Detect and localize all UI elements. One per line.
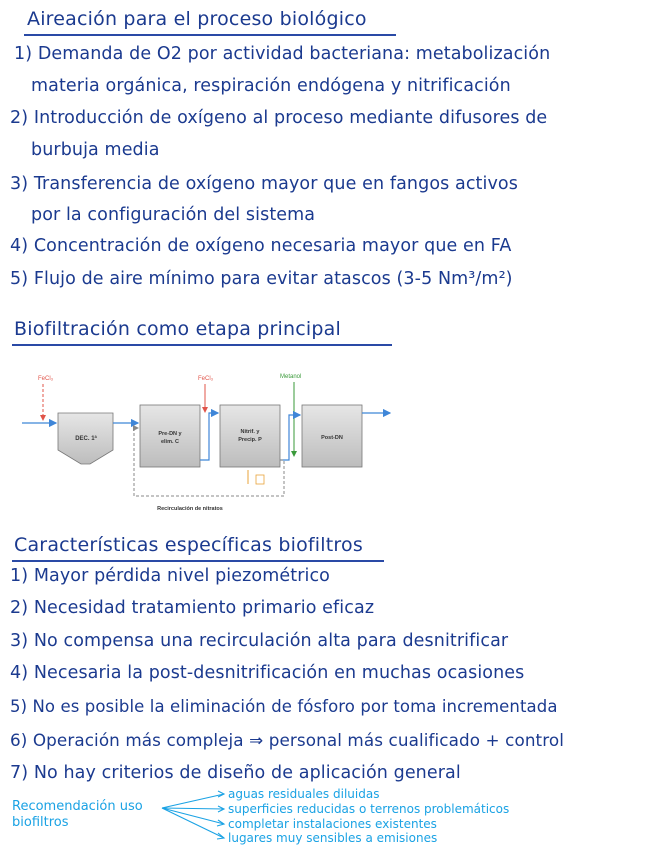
characteristic-3: 3) No compensa una recirculación alta para desnitrificar: [10, 631, 509, 651]
tank-3-label-2: Precip. P: [238, 437, 262, 443]
air-icon: [256, 475, 264, 484]
recommendation-item-1: aguas residuales diluidas: [228, 787, 380, 801]
aeration-item-1: 1) Demanda de O2 por actividad bacteriana: metabolización: [14, 44, 551, 64]
recirculation-label: Recirculación de nitratos: [157, 506, 223, 512]
characteristic-7: 7) No hay criterios de diseño de aplicación general: [10, 763, 461, 783]
tank-4-label: Post-DN: [321, 435, 343, 441]
reagent-label-2: FeCl₃: [198, 376, 214, 382]
aeration-item-2-cont: burbuja media: [31, 140, 160, 160]
tank-3-label-1: Nitrif. y: [240, 429, 260, 435]
characteristic-4: 4) Necesaria la post-desnitrificación en muchas ocasiones: [10, 663, 525, 683]
characteristic-6: 6) Operación más compleja ⇒ personal más cualificado + control: [10, 730, 564, 750]
process-diagram: [18, 360, 418, 520]
recommendation-label-2: biofiltros: [12, 815, 69, 830]
title-underline: [12, 344, 392, 346]
characteristic-5: 5) No es posible la eliminación de fósforo por toma incrementada: [10, 697, 558, 716]
tank-1-label: DEC. 1ª: [75, 436, 97, 442]
tank-nitrification: [220, 405, 280, 467]
reagent-label-methanol: Metanol: [280, 374, 302, 380]
title-underline: [24, 34, 396, 36]
section-title-biofiltration: Biofiltración como etapa principal: [14, 318, 341, 340]
aeration-item-3-cont: por la configuración del sistema: [31, 205, 316, 225]
recommendation-item-4: lugares muy sensibles a emisiones: [228, 831, 438, 845]
tank-2-label-1: Pre-DN y: [158, 431, 182, 437]
flow-arrow: [200, 413, 218, 460]
characteristic-1: 1) Mayor pérdida nivel piezométrico: [10, 566, 330, 586]
recommendation-label-1: Recomendación uso: [12, 799, 143, 814]
reagent-label-1: FeCl₃: [38, 376, 54, 382]
aeration-item-2: 2) Introducción de oxígeno al proceso mediante difusores de: [10, 108, 548, 128]
characteristic-2: 2) Necesidad tratamiento primario eficaz: [10, 598, 375, 618]
section-title-characteristics: Características específicas biofiltros: [14, 534, 363, 556]
tank-2-label-2: elim. C: [160, 439, 180, 445]
aeration-item-1-cont: materia orgánica, respiración endógena y nitrificación: [31, 76, 511, 96]
recommendation-item-2: superficies reducidas o terrenos problemáticos: [228, 802, 510, 816]
aeration-item-4: 4) Concentración de oxígeno necesaria mayor que en FA: [10, 236, 512, 256]
recommendation-item-3: completar instalaciones existentes: [228, 817, 437, 831]
flow-arrow: [280, 415, 300, 460]
title-underline: [12, 560, 384, 562]
section-title-aeration: Aireación para el proceso biológico: [27, 8, 367, 30]
aeration-item-3: 3) Transferencia de oxígeno mayor que en fangos activos: [10, 174, 518, 194]
aeration-item-5: 5) Flujo de aire mínimo para evitar atascos (3-5 Nm³/m²): [10, 269, 513, 289]
